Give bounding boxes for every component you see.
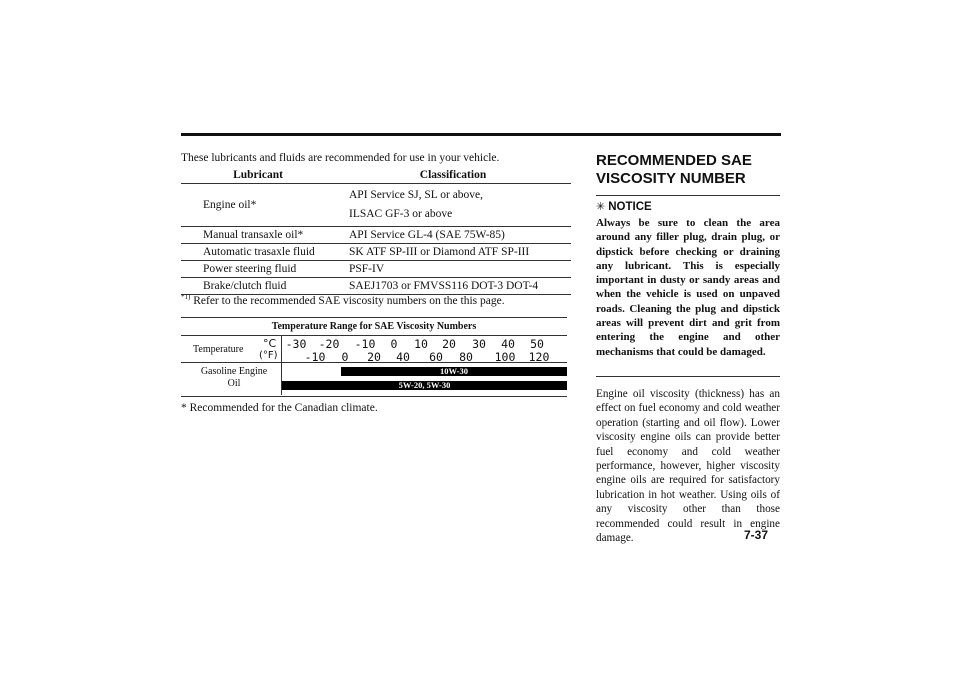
table-row — [181, 227, 571, 244]
lubricant-cell: Automatic trasaxle fluid — [181, 244, 335, 261]
fahrenheit-tick: 0 — [341, 350, 349, 364]
page-number: 7-37 — [744, 528, 769, 542]
classification-cell: SAEJ1703 or FMVSS116 DOT-3 DOT-4 — [335, 278, 571, 295]
viscosity-title: Temperature Range for SAE Viscosity Numbers — [271, 321, 477, 332]
fahrenheit-tick: 120 — [528, 350, 550, 364]
notice-title: NOTICE — [608, 201, 652, 213]
fahrenheit-tick: 20 — [367, 350, 381, 364]
lubricant-cell: Power steering fluid — [181, 261, 335, 278]
notice-body: Always be sure to clean the area around any filler plug, drain plug, or dipstick before checking or draining any lubricant. This is especially important in dusty or sandy areas and when the vehicle is used on unpaved roads. Cleaning the plug and dipstick areas will prevent dirt and grit from entering the engine and other mechanisms that could be damaged. — [596, 217, 780, 358]
notice-heading — [596, 200, 652, 213]
footnote-text: Refer to the recommended SAE viscosity numbers on the this page. — [190, 294, 505, 307]
celsius-tick: -10 — [354, 337, 376, 351]
celsius-tick: 50 — [530, 337, 544, 351]
viscosity-chart — [181, 317, 567, 397]
classification-cell: PSF-IV — [335, 261, 571, 278]
classification-line: API Service SJ, SL or above, — [349, 189, 484, 201]
fahrenheit-tick: -10 — [304, 350, 326, 364]
celsius-unit: °C — [263, 337, 277, 350]
footnote — [181, 293, 505, 307]
temperature-label: Temperature — [193, 344, 244, 355]
lubricant-cell: Engine oil* — [181, 184, 335, 227]
fahrenheit-tick: 80 — [459, 350, 473, 364]
lubricant-cell: Brake/clutch fluid — [181, 278, 335, 295]
top-rule — [181, 133, 781, 136]
table-row — [181, 261, 571, 278]
notice-box — [596, 195, 780, 377]
table-row — [181, 244, 571, 261]
footnote-mark: *1) — [181, 293, 191, 301]
section-heading: RECOMMENDED SAE VISCOSITY NUMBER — [596, 152, 752, 187]
notice-icon: ✳ — [596, 200, 606, 213]
celsius-tick: 20 — [442, 337, 456, 351]
celsius-tick: -20 — [318, 337, 340, 351]
lubricant-cell: Manual transaxle oil* — [181, 227, 335, 244]
celsius-tick: 0 — [390, 337, 398, 351]
classification-cell — [335, 184, 571, 227]
lubricant-table — [181, 167, 571, 295]
intro-text: These lubricants and fluids are recommended for use in your vehicle. — [181, 152, 500, 164]
engine-oil-label: Gasoline Engine Oil — [200, 366, 268, 389]
viscosity-paragraph: Engine oil viscosity (thickness) has an effect on fuel economy and cold weather operation (starting and oil flow). Lower viscosity engine oils can provide better fuel economy and cold weather performance, however, higher viscosity engine oils are required for satisfactory lubrication in hot weather. Using oils of any viscosity other than those recommended could result in engine damage. — [596, 388, 780, 545]
celsius-tick: -30 — [285, 337, 307, 351]
table-row — [181, 278, 571, 295]
classification-cell: SK ATF SP-III or Diamond ATF SP-III — [335, 244, 571, 261]
header-lubricant: Lubricant — [181, 167, 335, 184]
grade-bar-10w30: 10W-30 — [341, 367, 567, 376]
fahrenheit-tick: 60 — [429, 350, 443, 364]
classification-line: ILSAC GF-3 or above — [349, 208, 453, 220]
table-header-row — [181, 167, 571, 184]
fahrenheit-tick: 40 — [396, 350, 410, 364]
fahrenheit-unit: (°F) — [259, 350, 278, 361]
celsius-tick: 10 — [414, 337, 428, 351]
fahrenheit-tick: 100 — [494, 350, 516, 364]
canadian-note: * Recommended for the Canadian climate. — [181, 402, 378, 414]
grade-bar-5w20-5w30: 5W-20, 5W-30 — [282, 381, 567, 390]
viscosity-divider — [181, 335, 567, 336]
header-classification: Classification — [335, 167, 571, 184]
table-row — [181, 184, 571, 227]
celsius-tick: 30 — [472, 337, 486, 351]
celsius-tick: 40 — [501, 337, 515, 351]
classification-cell: API Service GL-4 (SAE 75W-85) — [335, 227, 571, 244]
